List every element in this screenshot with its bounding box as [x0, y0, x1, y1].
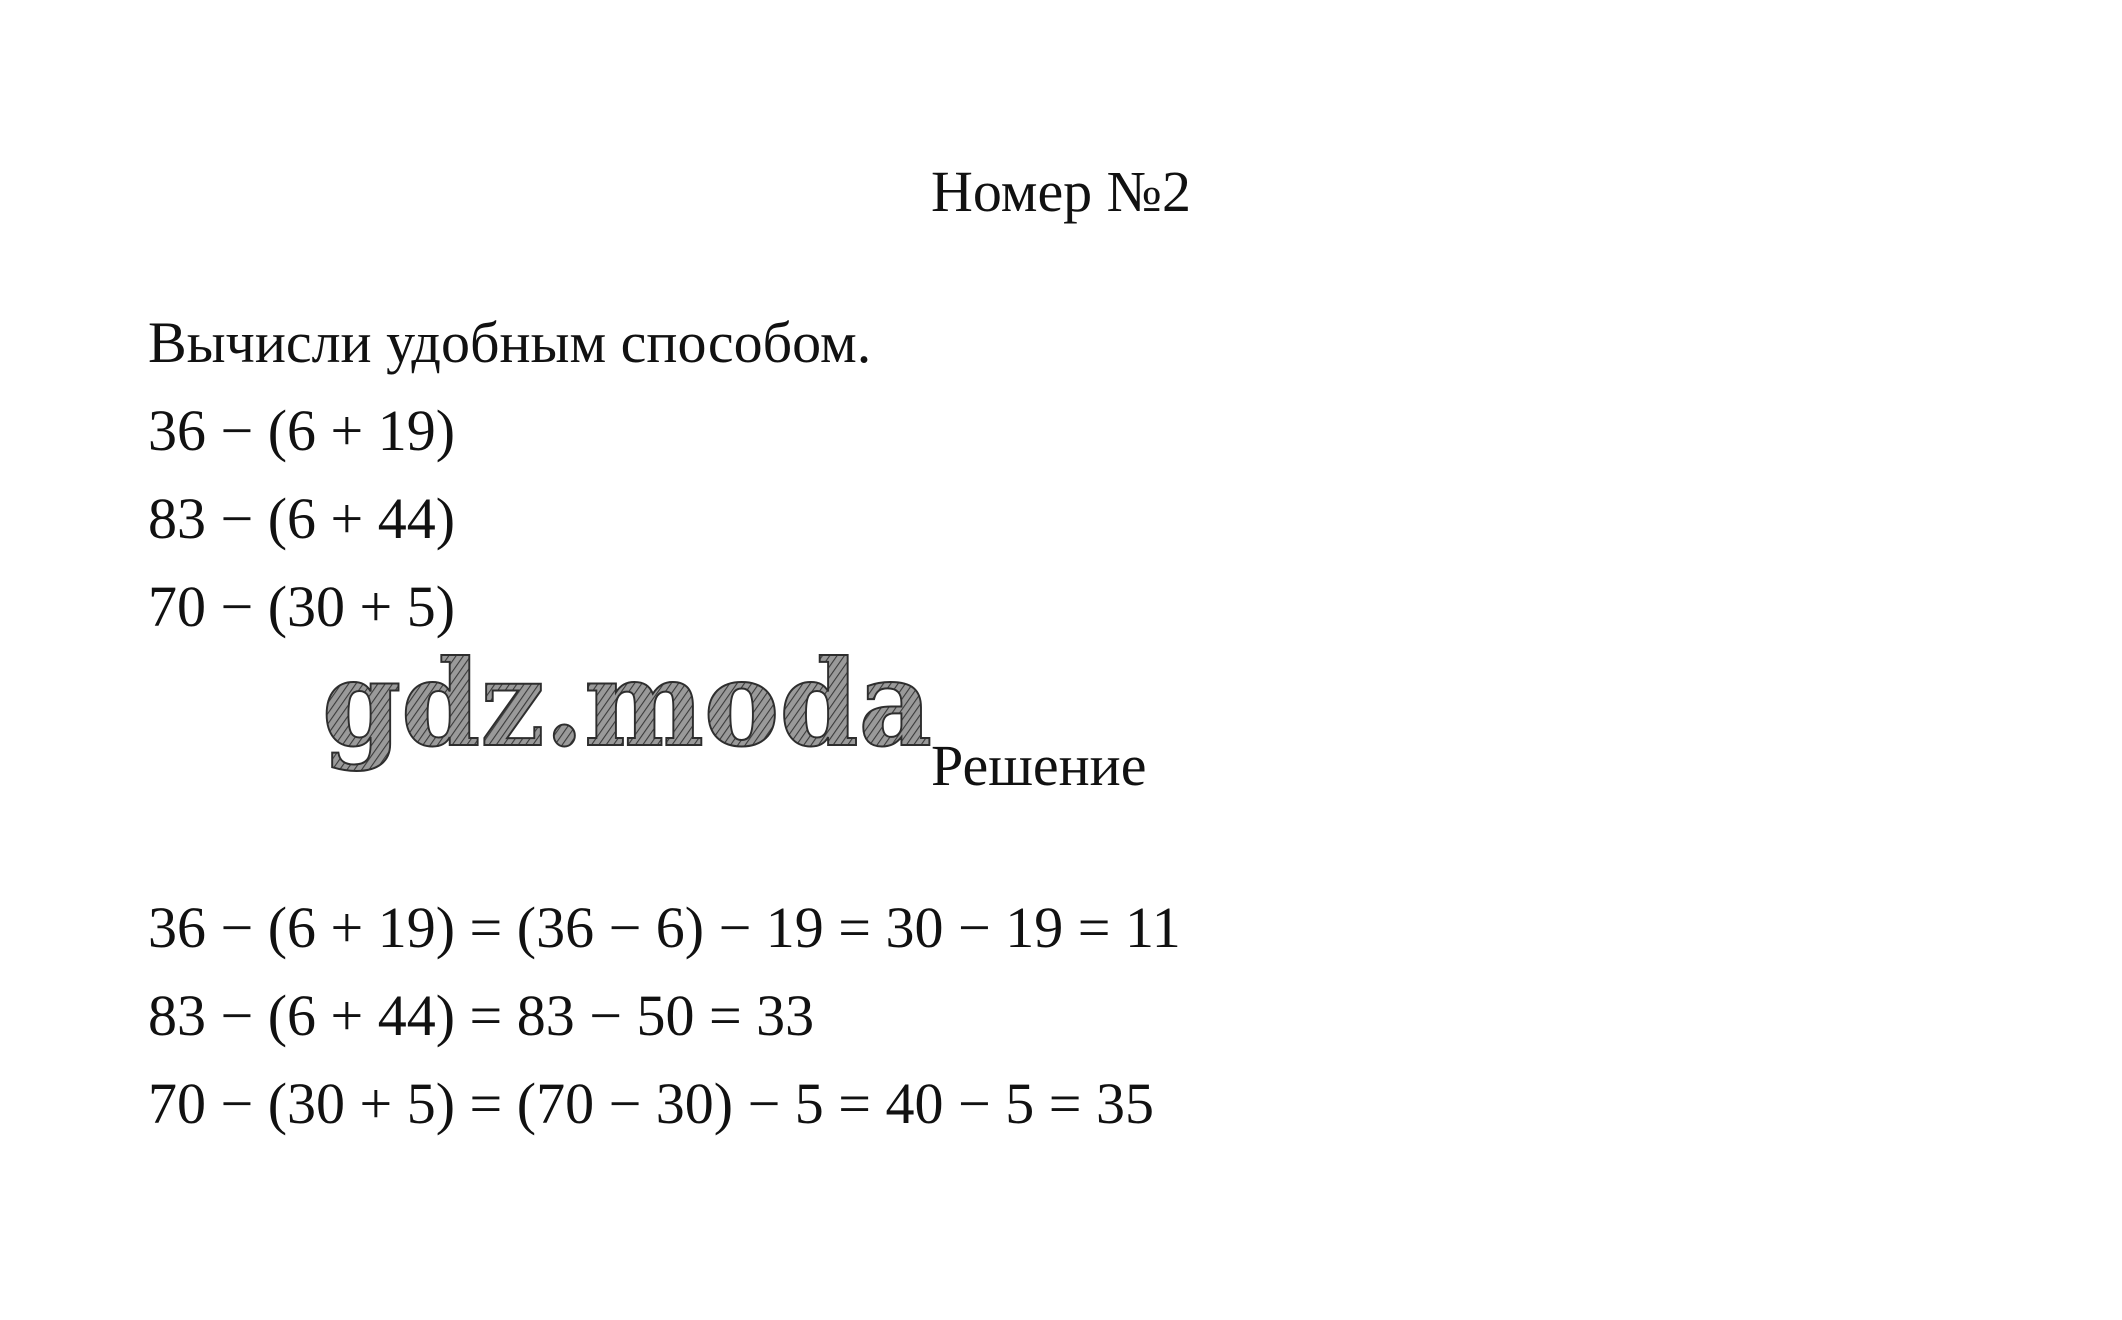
solution-line: 36 − (6 + 19) = (36 − 6) − 19 = 30 − 19 = 11	[148, 895, 1181, 960]
task-expression: 83 − (6 + 44)	[148, 486, 456, 551]
watermark-logo	[320, 640, 940, 780]
task-expression: 36 − (6 + 19)	[148, 398, 456, 463]
task-expression: 70 − (30 + 5)	[148, 574, 456, 639]
solution-line: 70 − (30 + 5) = (70 − 30) − 5 = 40 − 5 = 35	[148, 1071, 1154, 1136]
solution-line: 83 − (6 + 44) = 83 − 50 = 33	[148, 983, 815, 1048]
watermark-text: gdz.moda	[322, 640, 932, 773]
task-instruction: Вычисли удобным способом.	[148, 310, 872, 375]
page-title: Номер №2	[930, 159, 1192, 224]
solution-label: Решение	[931, 733, 1147, 798]
